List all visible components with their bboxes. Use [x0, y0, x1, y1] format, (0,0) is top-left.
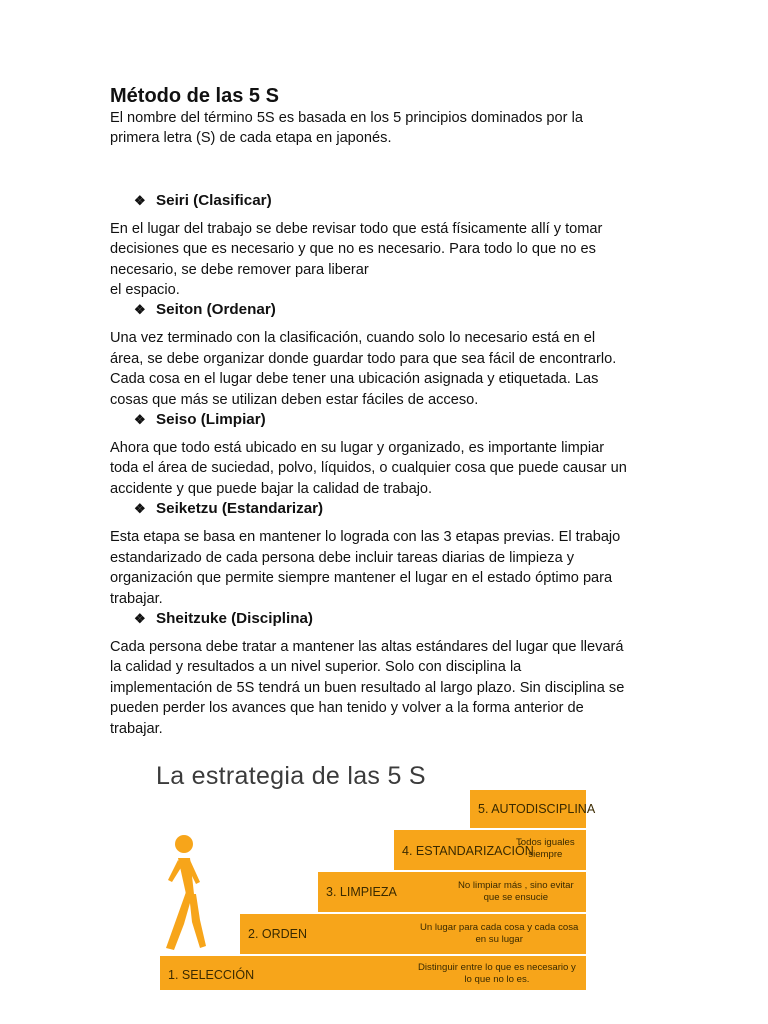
- step-note: [458, 880, 574, 904]
- intro-line-2: primera letra (S) de cada etapa en japonés.: [110, 130, 392, 147]
- section-heading-label: Seiri (Clasificar): [156, 191, 272, 209]
- step-label: 2. ORDEN: [248, 927, 308, 941]
- section-line: implementación de 5S tendrá un buen resultado al largo plazo. Sin disciplina se: [110, 679, 625, 696]
- step-note-line: que se ensucie: [483, 892, 549, 903]
- section-line: Ahora que todo está ubicado en su lugar y organizado, es importante limpiar: [110, 440, 605, 457]
- step-1-seleccion: [158, 954, 586, 990]
- step-note-line: siempre: [528, 849, 563, 860]
- section-line: En el lugar del trabajo se debe revisar todo que está físicamente allí y tomar: [110, 220, 603, 237]
- step-5-autodisciplina: [468, 788, 596, 828]
- diamond-bullet-icon: ❖: [134, 192, 146, 208]
- step-note-line: Todos iguales: [516, 837, 575, 848]
- step-note-line: lo que no lo es.: [464, 974, 530, 985]
- step-note: [418, 962, 576, 986]
- section-line: trabajar.: [110, 590, 163, 607]
- section-body-seiton: [110, 328, 670, 410]
- section-line: toda el área de suciedad, polvo, líquidos, o cualquier cosa que puede causar un: [110, 460, 627, 477]
- section-line: estandarizado de cada persona debe incluir tareas diarias de limpieza y: [110, 549, 575, 566]
- section-heading-label: Seiketzu (Estandarizar): [156, 500, 324, 518]
- section-line: trabajar.: [110, 720, 163, 737]
- diamond-bullet-icon: ❖: [134, 302, 146, 318]
- step-label: 1. SELECCIÓN: [168, 968, 255, 982]
- section-body-seiri: [110, 219, 670, 301]
- five-s-staircase-figure: [150, 758, 596, 990]
- step-3-limpieza: [316, 870, 586, 912]
- step-note-line: No limpiar más , sino evitar: [458, 880, 574, 891]
- step-note: [420, 922, 578, 946]
- section-body-sheitzuke: [110, 637, 670, 739]
- section-line: Cada cosa en el lugar debe tener una ubicación asignada y etiquetada. Las: [110, 371, 599, 388]
- section-line: necesario, se debe remover para liberar: [110, 261, 369, 278]
- section-heading-sheitzuke: [134, 609, 670, 629]
- section-heading-seiri: [134, 191, 670, 211]
- step-label: 5. AUTODISCIPLINA: [478, 802, 596, 816]
- step-label: 3. LIMPIEZA: [326, 885, 397, 899]
- page-title: Método de las 5 S: [110, 85, 279, 107]
- figure-title: La estrategia de las 5 S: [156, 762, 426, 790]
- diamond-bullet-icon: ❖: [134, 412, 146, 428]
- step-note-line: Distinguir entre lo que es necesario y: [418, 962, 576, 973]
- section-body-seiketzu: [110, 527, 670, 609]
- section-line: cosas que más se utilizan deben estar fáciles de acceso.: [110, 391, 479, 408]
- section-line: Esta etapa se basa en mantener lo lograda con las 3 etapas previas. El trabajo: [110, 529, 621, 546]
- document-body: [110, 84, 670, 739]
- section-heading-label: Sheitzuke (Disciplina): [156, 609, 313, 627]
- section-heading-label: Seiso (Limpiar): [156, 411, 266, 429]
- section-heading-label: Seiton (Ordenar): [156, 301, 276, 319]
- section-heading-seiso: [134, 410, 670, 430]
- step-note-line: Un lugar para cada cosa y cada cosa: [420, 922, 579, 933]
- section-line: pueden perder los avances que han tenido y volver a la forma anterior de: [110, 700, 584, 717]
- step-note: [516, 837, 575, 861]
- section-line: accidente y que puede bajar la calidad de trabajo.: [110, 480, 433, 497]
- section-line: Cada persona debe tratar a mantener las altas estándares del lugar que llevará: [110, 638, 624, 655]
- section-line: área, se debe organizar donde guardar todo para que sea fácil de encontrarlo.: [110, 350, 617, 367]
- section-heading-seiketzu: [134, 499, 670, 519]
- intro-line-1: El nombre del término 5S es basada en los 5 principios dominados por la: [110, 110, 583, 126]
- walking-person-icon: [156, 832, 206, 952]
- section-heading-seiton: [134, 300, 670, 320]
- section-body-seiso: [110, 438, 670, 499]
- diamond-bullet-icon: ❖: [134, 501, 146, 517]
- step-4-estandarizacion: [392, 828, 586, 870]
- section-line: Una vez terminado con la clasificación, cuando solo lo necesario está en el: [110, 330, 596, 347]
- section-line: organización que permite siempre mantener el lugar en el estado óptimo para: [110, 570, 613, 587]
- section-line: la calidad y resultados a un nivel superior. Solo con disciplina la: [110, 659, 522, 676]
- step-label: 4. ESTANDARIZACIÓN: [402, 844, 534, 858]
- section-line: decisiones que es necesario y que no es necesario. Para todo lo que no es: [110, 241, 596, 258]
- step-note-line: en su lugar: [475, 934, 523, 945]
- diamond-bullet-icon: ❖: [134, 610, 146, 626]
- section-line: el espacio.: [110, 282, 180, 299]
- step-2-orden: [238, 912, 586, 954]
